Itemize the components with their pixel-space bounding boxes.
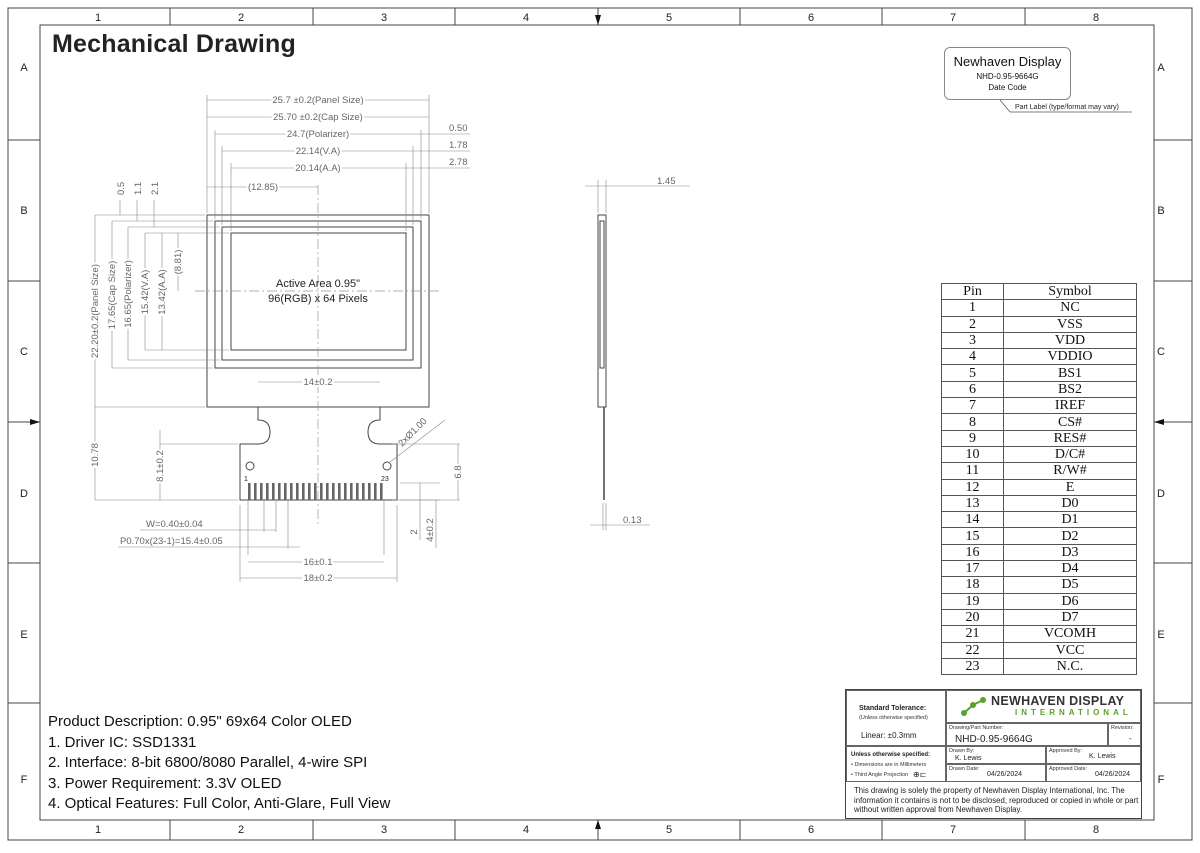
col-label: 6 bbox=[807, 12, 815, 24]
row-label: B bbox=[20, 205, 28, 217]
label-note: Part Label (type/format may vary) bbox=[1015, 104, 1119, 111]
pin-symbol: D5 bbox=[1004, 577, 1137, 593]
dim-hole: 2xØ1.00 bbox=[396, 415, 430, 450]
revision-cell bbox=[1108, 723, 1141, 746]
unless2: Unless otherwise specified: bbox=[851, 752, 931, 758]
pin-number: 5 bbox=[942, 365, 1004, 381]
desc-line: 4. Optical Features: Full Color, Anti-Glare, Full View bbox=[48, 795, 391, 812]
desc-line: 2. Interface: 8-bit 6800/8080 Parallel, 4-wire SPI bbox=[48, 754, 368, 771]
col-label: 7 bbox=[949, 824, 957, 836]
pin-row bbox=[942, 593, 1137, 609]
pin-symbol: E bbox=[1004, 479, 1137, 495]
dim-center-y: (8.81) bbox=[173, 249, 184, 275]
row-label: A bbox=[1157, 62, 1165, 74]
desc-line: 3. Power Requirement: 3.3V OLED bbox=[48, 774, 282, 792]
col-label: 5 bbox=[665, 824, 673, 836]
pin-number: 2 bbox=[942, 316, 1004, 332]
pin-number: 19 bbox=[942, 593, 1004, 609]
label-date-code: Date Code bbox=[988, 83, 1027, 92]
pin-row bbox=[942, 544, 1137, 560]
pin-symbol: D6 bbox=[1004, 593, 1137, 609]
dim-21: 2.1 bbox=[150, 181, 161, 195]
pin-table bbox=[941, 283, 1137, 675]
pin-number: 9 bbox=[942, 430, 1004, 446]
header-symbol: Symbol bbox=[1004, 284, 1137, 300]
pin-row bbox=[942, 398, 1137, 414]
desc-line: Product Description: 0.95" 69x64 Color OLED bbox=[48, 713, 352, 730]
drawn-date: 04/26/2024 bbox=[987, 771, 1023, 778]
dim-05: 0.5 bbox=[116, 181, 127, 195]
pin-symbol: VCOMH bbox=[1004, 626, 1137, 642]
pin-number: 11 bbox=[942, 463, 1004, 479]
unless-cell bbox=[846, 746, 946, 782]
pin-symbol: D7 bbox=[1004, 609, 1137, 625]
drawn-date-label: Drawn Date: bbox=[949, 766, 980, 772]
pin-row bbox=[942, 561, 1137, 577]
pin-row bbox=[942, 430, 1137, 446]
pin-rows bbox=[942, 300, 1137, 675]
pin-symbol: VDD bbox=[1004, 332, 1137, 348]
approved-by-cell bbox=[1046, 746, 1141, 764]
pin-number: 10 bbox=[942, 446, 1004, 462]
linear-tol: Linear: ±0.3mm bbox=[861, 731, 917, 740]
pin-number: 17 bbox=[942, 561, 1004, 577]
pin-symbol: IREF bbox=[1004, 398, 1137, 414]
dim-tail-width: 14±0.2 bbox=[303, 377, 333, 388]
pin-symbol: D0 bbox=[1004, 495, 1137, 511]
pin-symbol: CS# bbox=[1004, 414, 1137, 430]
col-label: 1 bbox=[94, 12, 102, 24]
row-label: D bbox=[1157, 488, 1165, 500]
dim-11: 1.1 bbox=[133, 181, 144, 195]
col-label: 6 bbox=[807, 824, 815, 836]
drawn-date-cell bbox=[946, 764, 1046, 782]
pin-symbol: BS1 bbox=[1004, 365, 1137, 381]
pin-number: 8 bbox=[942, 414, 1004, 430]
dim-16: 16±0.1 bbox=[303, 557, 333, 568]
approved-date-label: Approved Date: bbox=[1049, 766, 1088, 772]
active-area-line2: 96(RGB) x 64 Pixels bbox=[268, 293, 368, 305]
row-label: F bbox=[20, 774, 28, 786]
pn-label: Drawing/Part Number: bbox=[949, 725, 1004, 731]
pin-number: 16 bbox=[942, 544, 1004, 560]
unless-note: (Unless otherwise specified) bbox=[859, 715, 928, 721]
desc-line: 1. Driver IC: SSD1331 bbox=[48, 733, 197, 751]
col-label: 5 bbox=[665, 12, 673, 24]
pin-row bbox=[942, 300, 1137, 316]
pin-row bbox=[942, 446, 1137, 462]
dim-4: 4±0.2 bbox=[425, 518, 436, 542]
dim-cap-width: 25.70 ±0.2(Cap Size) bbox=[273, 112, 363, 123]
row-label: E bbox=[20, 629, 28, 641]
label-part: NHD-0.95-9664G bbox=[976, 72, 1039, 81]
row-label: C bbox=[1157, 346, 1165, 358]
dim-178: 1.78 bbox=[449, 140, 468, 151]
pin-row bbox=[942, 365, 1137, 381]
dim-tail-length: 10.78 bbox=[90, 443, 101, 467]
pin-symbol: D3 bbox=[1004, 544, 1137, 560]
page-title: Mechanical Drawing bbox=[52, 30, 296, 58]
std-tol: Standard Tolerance: bbox=[859, 705, 927, 712]
pin-row bbox=[942, 349, 1137, 365]
brand-cell bbox=[946, 690, 1141, 723]
pin-number: 23 bbox=[942, 658, 1004, 674]
row-label: D bbox=[20, 488, 28, 500]
drawn-by-label: Drawn By: bbox=[949, 748, 975, 754]
pin-symbol: RES# bbox=[1004, 430, 1137, 446]
pin-number: 20 bbox=[942, 609, 1004, 625]
dim-aa-width: 20.14(A.A) bbox=[295, 163, 341, 174]
product-description bbox=[48, 712, 390, 815]
dim-18: 18±0.2 bbox=[303, 573, 333, 584]
angle-note: • Third Angle Projection bbox=[851, 772, 909, 778]
pin-symbol: VCC bbox=[1004, 642, 1137, 658]
pin-symbol: VSS bbox=[1004, 316, 1137, 332]
col-label: 1 bbox=[94, 824, 102, 836]
col-label: 3 bbox=[380, 12, 388, 24]
pin23-label: 23 bbox=[381, 476, 389, 483]
pin-symbol: R/W# bbox=[1004, 463, 1137, 479]
dim-tail-height: 8.1±0.2 bbox=[155, 450, 166, 482]
dim-side-thickness: 1.45 bbox=[657, 176, 676, 187]
pin-row bbox=[942, 642, 1137, 658]
pin-number: 15 bbox=[942, 528, 1004, 544]
approved-date-cell bbox=[1046, 764, 1141, 782]
col-label: 8 bbox=[1092, 824, 1100, 836]
row-label: A bbox=[20, 62, 28, 74]
dim-polarizer-width: 24.7(Polarizer) bbox=[286, 129, 350, 140]
col-label: 2 bbox=[237, 12, 245, 24]
pin-symbol: D/C# bbox=[1004, 446, 1137, 462]
pin-number: 7 bbox=[942, 398, 1004, 414]
pin-symbol: BS2 bbox=[1004, 381, 1137, 397]
dim-2: 2 bbox=[409, 529, 420, 535]
dim-pin-height: 6.8 bbox=[453, 465, 464, 479]
pin-symbol: VDDIO bbox=[1004, 349, 1137, 365]
dim-side-tail: 0.13 bbox=[623, 515, 642, 526]
pin-symbol: N.C. bbox=[1004, 658, 1137, 674]
brand-sub: INTERNATIONAL bbox=[1015, 708, 1132, 717]
dim-cap-height: 17.65(Cap Size) bbox=[107, 260, 118, 330]
pin-row bbox=[942, 381, 1137, 397]
row-label: B bbox=[1157, 205, 1165, 217]
col-label: 4 bbox=[522, 824, 530, 836]
rev-value: - bbox=[1129, 734, 1132, 743]
pin-number: 18 bbox=[942, 577, 1004, 593]
header-pin: Pin bbox=[942, 284, 1004, 300]
pin1-label: 1 bbox=[244, 476, 248, 483]
approved-by-label: Approved By: bbox=[1049, 748, 1083, 754]
brand-name: NEWHAVEN DISPLAY bbox=[991, 694, 1125, 708]
pin-number: 22 bbox=[942, 642, 1004, 658]
pin-number: 3 bbox=[942, 332, 1004, 348]
col-label: 4 bbox=[522, 12, 530, 24]
approved-date: 04/26/2024 bbox=[1095, 771, 1131, 778]
pin-row bbox=[942, 658, 1137, 674]
brand-logo-icon bbox=[959, 695, 989, 719]
dim-panel-width: 25.7 ±0.2(Panel Size) bbox=[272, 95, 364, 106]
pin-symbol: D2 bbox=[1004, 528, 1137, 544]
dim-polarizer-height: 16.65(Polarizer) bbox=[123, 260, 134, 328]
pin-row bbox=[942, 626, 1137, 642]
col-label: 2 bbox=[237, 824, 245, 836]
pin-row bbox=[942, 609, 1137, 625]
col-label: 3 bbox=[380, 824, 388, 836]
rev-label: Revision: bbox=[1111, 725, 1134, 731]
pin-row bbox=[942, 414, 1137, 430]
approved-by: K. Lewis bbox=[1089, 753, 1116, 760]
label-company: Newhaven Display bbox=[953, 54, 1062, 69]
row-label: F bbox=[1157, 774, 1165, 786]
row-label: C bbox=[20, 346, 28, 358]
property-notice: This drawing is solely the property of Newhaven Display International, Inc. The information it contains is not to be disclosed, reproduced or copied in whole or part without written approval from Newhaven Display. bbox=[854, 786, 1139, 814]
dim-aa-height: 13.42(A.A) bbox=[157, 269, 168, 315]
dim-va-width: 22.14(V.A) bbox=[295, 146, 341, 157]
title-block bbox=[845, 689, 1142, 819]
pin-row bbox=[942, 316, 1137, 332]
tolerance-cell bbox=[846, 690, 946, 746]
active-area-line1: Active Area 0.95" bbox=[275, 278, 361, 290]
pin-number: 13 bbox=[942, 495, 1004, 511]
pin-number: 1 bbox=[942, 300, 1004, 316]
pin-number: 21 bbox=[942, 626, 1004, 642]
drawn-by: K. Lewis bbox=[955, 755, 982, 762]
pin-number: 12 bbox=[942, 479, 1004, 495]
pin-row bbox=[942, 577, 1137, 593]
pin-number: 14 bbox=[942, 512, 1004, 528]
part-number-cell bbox=[946, 723, 1108, 746]
mm-note: • Dimensions are in Millimeters bbox=[851, 762, 927, 768]
pin-symbol: NC bbox=[1004, 300, 1137, 316]
pin-symbol: D1 bbox=[1004, 512, 1137, 528]
dim-va-height: 15.42(V.A) bbox=[140, 269, 151, 315]
projection-icon: ⊕⊏ bbox=[913, 770, 927, 779]
pin-number: 6 bbox=[942, 381, 1004, 397]
pin-row bbox=[942, 463, 1137, 479]
dim-050: 0.50 bbox=[449, 123, 468, 134]
pin-row bbox=[942, 528, 1137, 544]
pn-value: NHD-0.95-9664G bbox=[955, 734, 1033, 745]
pin-symbol: D4 bbox=[1004, 561, 1137, 577]
col-label: 8 bbox=[1092, 12, 1100, 24]
dim-pitch: P0.70x(23-1)=15.4±0.05 bbox=[120, 536, 223, 547]
dim-pin-width: W=0.40±0.04 bbox=[146, 519, 203, 530]
row-label: E bbox=[1157, 629, 1165, 641]
pin-row bbox=[942, 479, 1137, 495]
col-label: 7 bbox=[949, 12, 957, 24]
dim-278: 2.78 bbox=[449, 157, 468, 168]
drawn-by-cell bbox=[946, 746, 1046, 764]
dim-panel-height: 22.20±0.2(Panel Size) bbox=[90, 264, 101, 358]
pin-row bbox=[942, 332, 1137, 348]
dim-center-x: (12.85) bbox=[247, 182, 279, 193]
pin-row bbox=[942, 495, 1137, 511]
pin-table-header bbox=[942, 284, 1137, 300]
pin-number: 4 bbox=[942, 349, 1004, 365]
pin-row bbox=[942, 512, 1137, 528]
